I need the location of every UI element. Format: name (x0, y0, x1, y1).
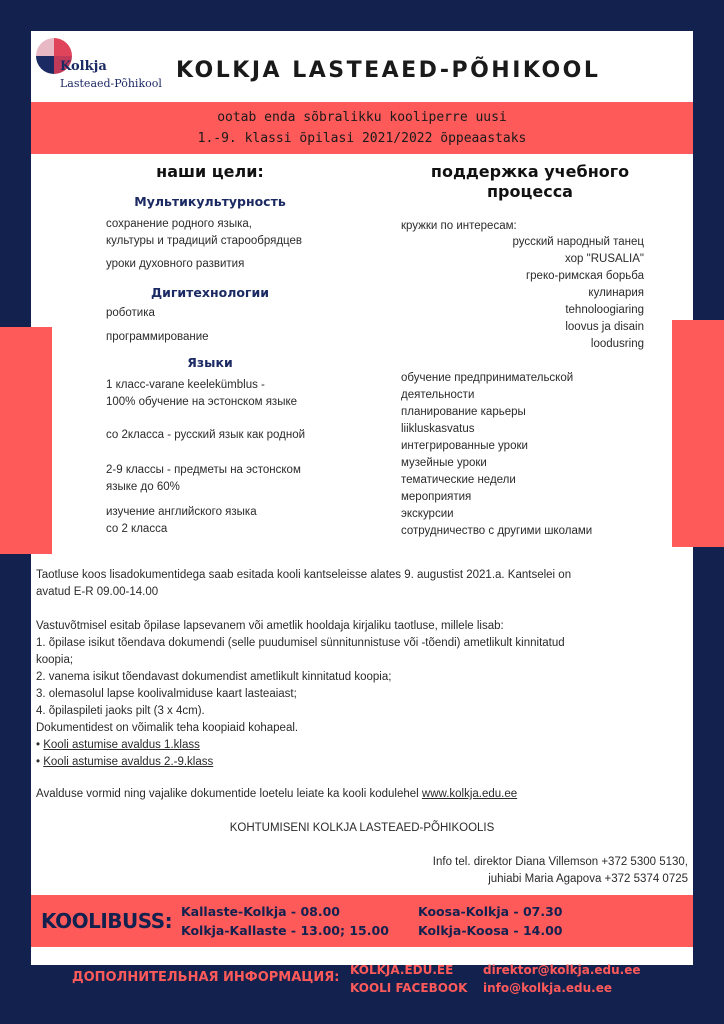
section-title-digitech: Дигитехнологии (151, 285, 269, 300)
body-line: koopia; (36, 654, 74, 666)
goal-item: со 2 класса (106, 523, 168, 535)
support-item: планирование карьеры (401, 406, 526, 418)
requirements (36, 618, 690, 771)
support-item: интегрированные уроки (401, 440, 528, 452)
info-email-link[interactable]: info@kolkja.edu.ee (483, 981, 612, 995)
support-item: сотрудничество с другими школами (401, 525, 593, 537)
section-title-multicultural: Мультикультурность (134, 194, 286, 209)
bus-route-b (418, 902, 563, 940)
school-website-link[interactable]: www.kolkja.edu.ee (421, 788, 518, 800)
body-line: Taotluse koos lisadokumentidega saab esitada kooli kantseleisse alates 9. augustist 2021.a. Kantselei on (36, 569, 572, 581)
goals-heading: наши цели: (156, 162, 264, 181)
logo-subtitle: Lasteaed-Põhikool (60, 77, 162, 90)
support-item: экскурсии (401, 508, 454, 520)
support-heading-line-1: поддержка учебного (430, 162, 630, 181)
goal-item: уроки духовного развития (106, 258, 245, 270)
support-item: liikluskasvatus (401, 423, 475, 435)
bus-route-a (181, 902, 389, 940)
body-line: Vastuvõtmisel esitab õpilase lapsevanem või ametlik hooldaja kirjaliku taotluse, millele lisab: (36, 620, 504, 632)
bus-title: KOOLIBUSS: (41, 909, 173, 933)
footer-emails (483, 961, 641, 997)
goal-item: сохранение родного языка, (106, 218, 252, 230)
support-list (401, 370, 592, 540)
club-item: tehnoloogiaring (565, 304, 644, 316)
school-logo (34, 36, 184, 96)
goal-item: изучение английского языка (106, 506, 257, 518)
goal-item: языке до 60% (106, 481, 180, 493)
goal-item: со 2класса - русский язык как родной (106, 429, 306, 441)
body-line: avatud E-R 09.00-14.00 (36, 586, 159, 598)
invitation-banner (31, 102, 693, 154)
body-line: 4. õpilaspileti jaoks pilt (3 x 4cm). (36, 705, 205, 717)
club-item: loovus ja disain (565, 321, 644, 333)
application-info (36, 567, 690, 601)
bus-time: Kolkja-Kallaste - 13.00; 15.00 (181, 923, 389, 938)
body-line: 2. vanema isikut tõendavast dokumendist ametlikult kinnitatud koopia; (36, 671, 392, 683)
club-item: греко-римская борьба (525, 270, 644, 282)
closing-line: KOHTUMISENI KOLKJA LASTEAED-PÕHIKOOLIS (229, 822, 495, 834)
link-row: • Kooli astumise avaldus 2.-9.klass (36, 756, 214, 768)
club-item: русский народный танец (512, 236, 644, 248)
contact-line: Info tel. direktor Diana Villemson +372 5300 5130, (432, 856, 688, 868)
support-heading (405, 162, 655, 202)
body-line: Avalduse vormid ning vajalike dokumentide loetelu leiate ka kooli kodulehel (36, 788, 419, 800)
support-item: деятельности (401, 389, 475, 401)
club-item: кулинария (588, 287, 644, 299)
support-item: тематические недели (401, 474, 516, 486)
body-line: 3. olemasolul lapse koolivalmiduse kaart lasteaiast; (36, 688, 297, 700)
clubs-title: кружки по интересам: (401, 220, 517, 232)
goal-item: роботика (106, 307, 155, 319)
school-bus-bar (31, 895, 693, 947)
support-item: обучение предпринимательской (401, 372, 574, 384)
body-line: 1. õpilase isikut tõendava dokumendi (selle puudumisel sünnitunnistuse või -tõendi) ametlikult kinnitatud (36, 637, 565, 649)
club-item: хор "RUSALIA" (565, 253, 644, 265)
footer-facebook-link[interactable]: KOOLI FACEBOOK (350, 981, 468, 995)
link-row: • Kooli astumise avaldus 1.klass (36, 739, 200, 751)
page-title: KOLKJA LASTEAED-PÕHIKOOL (176, 58, 601, 83)
goal-item: культуры и традиций старообрядцев (106, 235, 302, 247)
right-accent-bar (672, 320, 724, 547)
footer-website-link[interactable]: KOLKJA.EDU.EE (350, 963, 454, 977)
club-item: loodusring (590, 338, 644, 350)
goal-item: 2-9 классы - предметы на эстонском (106, 464, 301, 476)
body-line: Dokumentidest on võimalik teha koopiaid kohapeal. (36, 722, 299, 734)
support-item: музейные уроки (401, 457, 487, 469)
clubs-list (512, 234, 644, 353)
bus-time: Kolkja-Koosa - 14.00 (418, 923, 563, 938)
support-heading-line-2: процесса (487, 182, 573, 201)
banner-line-1: ootab enda sõbralikku kooliperre uusi (217, 110, 507, 125)
bus-time: Koosa-Kolkja - 07.30 (418, 904, 563, 919)
contact-info (31, 854, 688, 888)
goal-item: 100% обучение на эстонском языке (106, 396, 298, 408)
additional-info-label: ДОПОЛНИТЕЛЬНАЯ ИНФОРМАЦИЯ: (72, 970, 340, 985)
application-link-grade-1[interactable]: Kooli astumise avaldus 1.klass (43, 739, 200, 751)
application-link-grade-2-9[interactable]: Kooli astumise avaldus 2.-9.klass (43, 756, 214, 768)
support-item: мероприятия (401, 491, 472, 503)
contact-line: juhiabi Maria Agapova +372 5374 0725 (488, 873, 688, 885)
logo-name: Kolkja (60, 59, 107, 74)
section-title-languages: Языки (187, 355, 233, 370)
banner-line-2: 1.-9. klassi õpilasi 2021/2022 õppeaastaks (197, 131, 527, 146)
goal-item: программирование (106, 331, 209, 343)
left-accent-bar (0, 327, 52, 554)
forms-info (36, 786, 690, 803)
bus-time: Kallaste-Kolkja - 08.00 (181, 904, 341, 919)
footer-links (350, 961, 467, 997)
director-email-link[interactable]: direktor@kolkja.edu.ee (483, 963, 641, 977)
goal-item: 1 класс-varane keelekümblus - (106, 379, 265, 391)
